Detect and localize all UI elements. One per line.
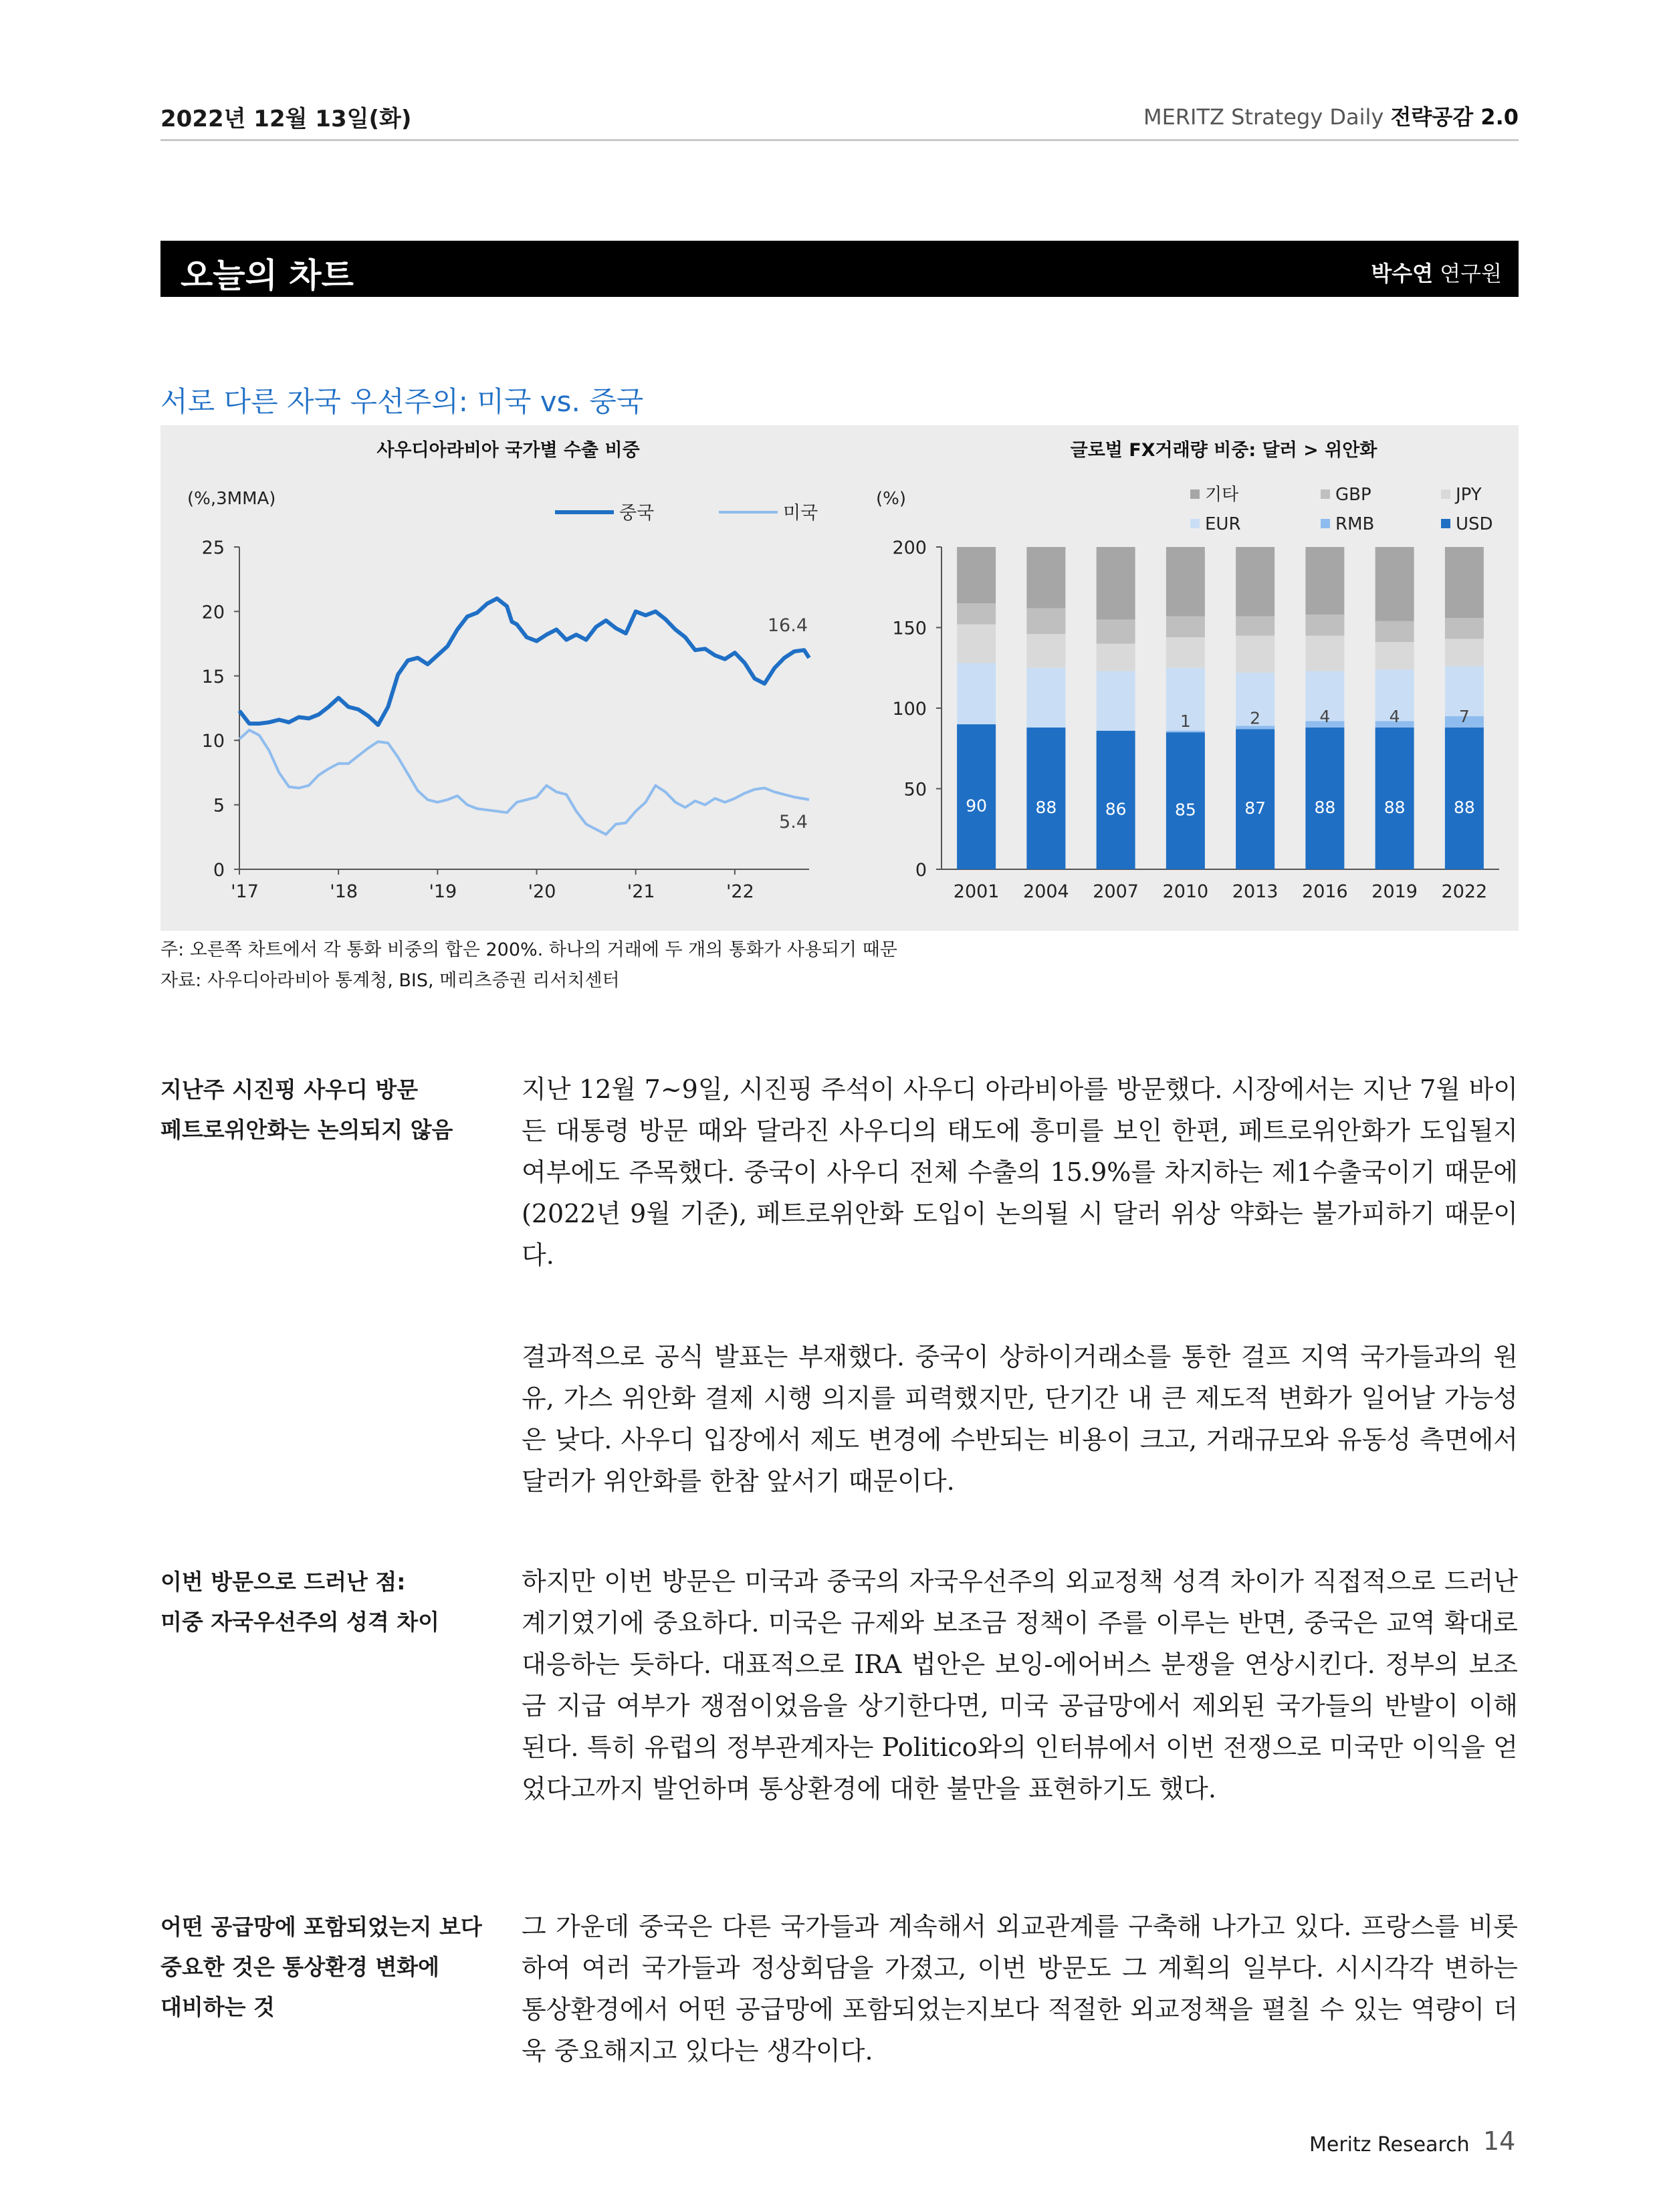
section-2-paragraph-1: 하지만 이번 방문은 미국과 중국의 자국우선주의 외교정책 성격 차이가 직접적으로 드러난 계기였기에 중요하다. 미국은 규제와 보조금 정책이 주를 이루는 반면, 중국은 교역 확대로 대응하는 듯하다. 대표적으로 IRA 법안은 보잉-에어버스 분쟁을 연상시킨다. 정부의 보조금 지급 여부가 쟁점이었음을 상기한다면, 미국 공급망에서 제외된 국가들의 반발이 이해된다. 특히 유럽의 정부관계자는 Politico와의 인터뷰에서 이번 전쟁으로 미국만 이익을 얻었다고까지 발언하며 통상환경에 대한 불만을 표현하기도 했다. [522, 1567, 1518, 1803]
section-1-paragraph-1: 지난 12월 7~9일, 시진핑 주석이 사우디 아라비아를 방문했다. 시장에서는 지난 7월 바이든 대통령 방문 때와 달라진 사우디의 태도에 흥미를 보인 한편, 페트로위안화가 도입될지 여부에도 주목했다. 중국이 사우디 전체 수출의 15.9%를 차지하는 제1수출국이기 때문에(2022년 9월 기준), 페트로위안화 도입이 논의될 시 달러 위상 약화는 불가피하기 때문이다. [522, 1075, 1518, 1270]
bar-segment-GBP-2001 [957, 603, 996, 624]
bar-segment-JPY-2001 [957, 625, 996, 663]
bar-segment-GBP-2013 [1236, 617, 1275, 636]
bar-segment-EUR-2001 [957, 663, 996, 725]
bar-value-label-RMB: 4 [1389, 706, 1400, 726]
bar-segment-JPY-2010 [1166, 637, 1205, 668]
bar-segment-JPY-2007 [1097, 644, 1135, 671]
chart-note: 주: 오른쪽 차트에서 각 통화 비중의 합은 200%. 하나의 거래에 두 개의 통화가 사용되기 때문 [160, 939, 897, 960]
bar-segment-기타-2016 [1305, 547, 1344, 615]
bar-chart-x-tick-label: 2001 [953, 881, 1000, 902]
line-chart-ylabel: (%,3MMA) [187, 489, 276, 509]
bar-segment-기타-2013 [1236, 547, 1275, 617]
bar-segment-기타-2007 [1097, 547, 1135, 619]
brand-series: 전략공감 2.0 [1390, 104, 1519, 130]
line-chart-y-tick-label: 0 [213, 860, 225, 881]
report-brand [1143, 100, 1519, 131]
section-1-paragraph-2: 결과적으로 공식 발표는 부재했다. 중국이 상하이거래소를 통한 걸프 지역 국가들과의 원유, 가스 위안화 결제 시행 의지를 피력했지만, 단기간 내 큰 제도적 변화가 일어날 가능성은 낮다. 사우디 입장에서 제도 변경에 수반되는 비용이 크고, 거래규모와 유동성 측면에서 달러가 위안화를 한참 앞서기 때문이다. [522, 1342, 1518, 1496]
line-chart-x-tick-label: '17 [231, 881, 259, 902]
bar-value-label-USD: 90 [966, 796, 988, 816]
bar-segment-기타-2019 [1375, 547, 1414, 621]
section-2-heading-line: 이번 방문으로 드러난 점: [160, 1569, 406, 1595]
legend-label-JPY: JPY [1456, 485, 1482, 505]
bar-chart-x-tick-label: 2016 [1302, 881, 1348, 902]
bar-value-label-RMB: 2 [1250, 708, 1261, 728]
bar-segment-기타-2001 [957, 547, 996, 603]
bar-chart-x-tick-label: 2013 [1232, 881, 1279, 902]
brand-name: MERITZ Strategy Daily [1143, 104, 1384, 130]
line-chart-x-tick-label: '21 [627, 881, 655, 902]
bar-chart-x-tick-label: 2007 [1093, 881, 1139, 902]
footer-label: Meritz Research [1309, 2133, 1470, 2156]
bar-segment-JPY-2022 [1445, 639, 1484, 666]
section-2-heading-line: 미중 자국우선주의 성격 차이 [160, 1609, 440, 1635]
legend-label-미국: 미국 [783, 503, 818, 524]
legend-label-GBP: GBP [1335, 485, 1371, 505]
bar-value-label-RMB: 4 [1319, 706, 1331, 726]
bar-chart-x-tick-label: 2004 [1023, 881, 1069, 902]
bar-segment-기타-2022 [1445, 547, 1484, 618]
bar-segment-JPY-2016 [1305, 636, 1344, 671]
line-series-미국 [239, 730, 809, 835]
end-value-label-중국: 16.4 [767, 615, 808, 636]
section-1-heading [160, 1070, 508, 1150]
legend-label-EUR: EUR [1205, 514, 1241, 534]
legend-label-기타: 기타 [1205, 485, 1239, 505]
section-bar [160, 241, 1519, 297]
section-2-heading [160, 1562, 508, 1642]
bar-chart-ylabel: (%) [876, 489, 906, 509]
legend-swatch-기타 [1190, 489, 1200, 499]
bar-segment-GBP-2004 [1026, 609, 1065, 635]
legend-swatch-EUR [1190, 519, 1200, 528]
bar-segment-GBP-2010 [1166, 617, 1205, 637]
author [1371, 257, 1502, 288]
report-date: 2022년 12월 13일(화) [160, 106, 412, 132]
line-chart-y-tick-label: 25 [201, 538, 225, 558]
bar-chart-y-tick-label: 50 [903, 779, 927, 800]
bar-value-label-USD: 85 [1174, 800, 1196, 820]
section-3-heading [160, 1907, 508, 2027]
bar-segment-JPY-2019 [1375, 642, 1414, 669]
bar-segment-EUR-2004 [1026, 668, 1065, 728]
bar-value-label-USD: 87 [1244, 798, 1266, 818]
bar-value-label-USD: 88 [1453, 797, 1475, 817]
page-number: 14 [1483, 2126, 1516, 2156]
bar-chart-x-tick-label: 2010 [1162, 881, 1209, 902]
section-3-heading-line: 대비하는 것 [160, 1994, 275, 2020]
bar-chart-y-tick-label: 0 [915, 860, 927, 881]
line-chart-title: 사우디아라비아 국가별 수출 비중 [376, 440, 640, 461]
legend-swatch-JPY [1441, 489, 1450, 499]
bar-chart-y-tick-label: 100 [892, 699, 927, 720]
legend-label-RMB: RMB [1335, 514, 1375, 534]
bar-value-label-USD: 88 [1314, 797, 1336, 817]
chart-section-title: 서로 다른 자국 우선주의: 미국 vs. 중국 [160, 385, 644, 418]
line-chart-x-tick-label: '20 [528, 881, 556, 902]
chart-panel [160, 425, 1519, 931]
bar-value-label-USD: 88 [1384, 797, 1406, 817]
line-chart-y-tick-label: 20 [201, 602, 225, 623]
bar-segment-JPY-2004 [1026, 634, 1065, 668]
legend-swatch-RMB [1321, 519, 1330, 528]
chart-source: 자료: 사우디아라비아 통계청, BIS, 메리츠증권 리서치센터 [160, 970, 620, 991]
section-1-heading-line: 페트로위안화는 논의되지 않음 [160, 1117, 453, 1143]
bar-chart-x-tick-label: 2019 [1371, 881, 1418, 902]
end-value-label-미국: 5.4 [779, 811, 808, 833]
legend-swatch-GBP [1321, 489, 1330, 499]
legend-label-USD: USD [1456, 514, 1493, 534]
section-3-heading-line: 중요한 것은 통상환경 변화에 [160, 1954, 440, 1980]
bar-segment-JPY-2013 [1236, 636, 1275, 673]
legend-swatch-USD [1441, 519, 1450, 528]
bar-value-label-USD: 86 [1105, 799, 1127, 819]
section-title: 오늘의 차트 [181, 256, 354, 295]
legend-label-중국: 중국 [619, 503, 655, 524]
line-chart-y-tick-label: 10 [201, 731, 225, 752]
bar-segment-GBP-2019 [1375, 621, 1414, 642]
line-series-중국 [239, 598, 809, 725]
bar-segment-기타-2010 [1166, 547, 1205, 617]
section-1-heading-line: 지난주 시진핑 사우디 방문 [160, 1077, 419, 1103]
bar-value-label-RMB: 1 [1180, 711, 1191, 732]
author-role: 연구원 [1440, 261, 1502, 286]
line-chart-x-tick-label: '19 [429, 881, 457, 902]
line-chart-y-tick-label: 15 [201, 666, 225, 687]
line-chart-x-tick-label: '22 [726, 881, 754, 902]
bar-value-label-RMB: 7 [1458, 706, 1470, 726]
section-3-paragraph-1: 그 가운데 중국은 다른 국가들과 계속해서 외교관계를 구축해 나가고 있다. 프랑스를 비롯하여 여러 국가들과 정상회담을 가졌고, 이번 방문도 그 계획의 일부다. 시시각각 변하는 통상환경에서 어떤 공급망에 포함되었는지보다 적절한 외교정책을 펼칠 수 있는 역량이 더욱 중요해지고 있다는 생각이다. [522, 1912, 1518, 2066]
section-3-heading-line: 어떤 공급망에 포함되었는지 보다 [160, 1914, 482, 1940]
bar-segment-기타-2004 [1026, 547, 1065, 609]
bar-segment-GBP-2016 [1305, 615, 1344, 635]
header-divider [160, 139, 1519, 141]
bar-segment-EUR-2007 [1097, 671, 1135, 731]
bar-chart-title: 글로벌 FX거래량 비중: 달러 > 위안화 [1070, 440, 1377, 461]
bar-chart-x-tick-label: 2022 [1441, 881, 1488, 902]
bar-value-label-USD: 88 [1035, 797, 1057, 817]
charts-svg [160, 425, 1519, 931]
bar-segment-GBP-2022 [1445, 618, 1484, 639]
bar-segment-GBP-2007 [1097, 619, 1135, 643]
line-chart-x-tick-label: '18 [330, 881, 358, 902]
author-name: 박수연 [1371, 261, 1434, 286]
bar-chart-y-tick-label: 150 [892, 618, 927, 639]
bar-chart-y-tick-label: 200 [892, 538, 927, 558]
line-chart-y-tick-label: 5 [213, 795, 225, 816]
